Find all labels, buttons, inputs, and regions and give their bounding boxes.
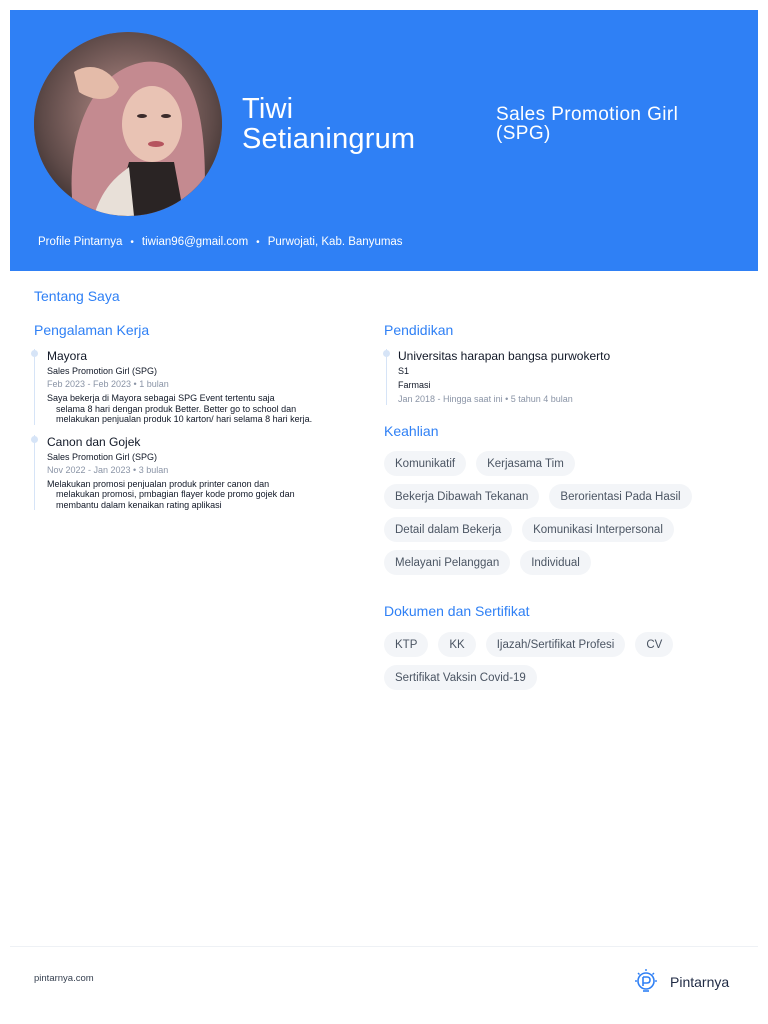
about-title: Tentang Saya: [34, 288, 120, 304]
experience-company: Canon dan Gojek: [47, 434, 141, 449]
experience-title: Pengalaman Kerja: [34, 322, 150, 338]
document-chip: KK: [438, 632, 475, 657]
footer-brand: [632, 968, 729, 996]
experience-description-first: Melakukan promosi penjualan produk printer canon dan: [47, 478, 270, 489]
experience-item: [34, 435, 334, 511]
email-link[interactable]: tiwian96@gmail.com: [141, 236, 249, 248]
profile-photo-illustration: [34, 32, 222, 216]
last-name: Setianingrum: [242, 123, 416, 155]
profile-link[interactable]: Profile Pintarnya: [38, 236, 123, 248]
separator-dot: •: [256, 236, 260, 248]
job-title: Sales Promotion Girl (SPG): [496, 104, 679, 144]
skill-chip: Kerjasama Tim: [476, 451, 575, 476]
timeline-bullet: [383, 350, 390, 357]
candidate-name: [242, 94, 462, 154]
footer-divider: [10, 946, 758, 947]
documents-title: Dokumen dan Sertifikat: [384, 603, 530, 619]
education-school: Universitas harapan bangsa purwokerto: [398, 349, 611, 363]
experience-list: [34, 349, 334, 516]
skill-chip: Komunikasi Interpersonal: [522, 517, 674, 542]
skill-chip: Melayani Pelanggan: [384, 550, 510, 575]
profile-photo: [34, 32, 222, 216]
education-title: Pendidikan: [384, 322, 454, 338]
education-dates: Jan 2018 - Hingga saat ini • 5 tahun 4 bulan: [398, 394, 573, 404]
experience-item: [34, 349, 334, 425]
experience-description-first: Saya bekerja di Mayora sebagai SPG Event tertentu saja: [47, 393, 275, 403]
education-degree: S1: [398, 366, 410, 376]
experience-dates: Nov 2022 - Jan 2023 • 3 bulan: [47, 464, 169, 475]
skill-chip: Komunikatif: [384, 451, 466, 476]
brand-name: Pintarnya: [670, 974, 730, 990]
experience-role: Sales Promotion Girl (SPG): [47, 366, 158, 376]
education-major: Farmasi: [398, 380, 431, 390]
documents-list: [384, 632, 724, 690]
experience-description: [47, 393, 334, 425]
experience-role: Sales Promotion Girl (SPG): [47, 451, 158, 462]
lightbulb-p-icon: [632, 968, 660, 996]
profile-header: [10, 10, 758, 271]
document-chip: Sertifikat Vaksin Covid-19: [384, 665, 537, 690]
education-item: [386, 349, 726, 405]
skill-chip: Berorientasi Pada Hasil: [549, 484, 691, 509]
experience-dates: Feb 2023 - Feb 2023 • 1 bulan: [47, 379, 169, 389]
skill-chip: Individual: [520, 550, 591, 575]
first-name: Tiwi: [242, 93, 294, 125]
location-text: Purwojati, Kab. Banyumas: [267, 236, 403, 248]
experience-description-rest: selama 8 hari dengan produk Better. Better go to school dan melakukan penjualan produk 10 karton/ hari selama 8 hari kerja.: [56, 403, 313, 424]
skills-list: [384, 451, 724, 575]
skill-chip: Bekerja Dibawah Tekanan: [384, 484, 539, 509]
separator-dot: •: [130, 236, 134, 248]
experience-description: [47, 479, 334, 511]
skill-chip: Detail dalam Bekerja: [384, 517, 512, 542]
timeline-bullet: [31, 350, 38, 357]
contact-row: [38, 236, 403, 248]
experience-company: Mayora: [47, 349, 88, 363]
footer-url[interactable]: pintarnya.com: [34, 973, 94, 984]
document-chip: CV: [635, 632, 673, 657]
experience-description-rest: melakukan promosi, pmbagian flayer kode promo gojek dan membantu dalam kenaikan rating aplikasi: [56, 489, 295, 510]
timeline-bullet: [31, 436, 38, 443]
skills-title: Keahlian: [384, 423, 439, 439]
document-chip: Ijazah/Sertifikat Profesi: [486, 632, 626, 657]
document-chip: KTP: [384, 632, 428, 657]
